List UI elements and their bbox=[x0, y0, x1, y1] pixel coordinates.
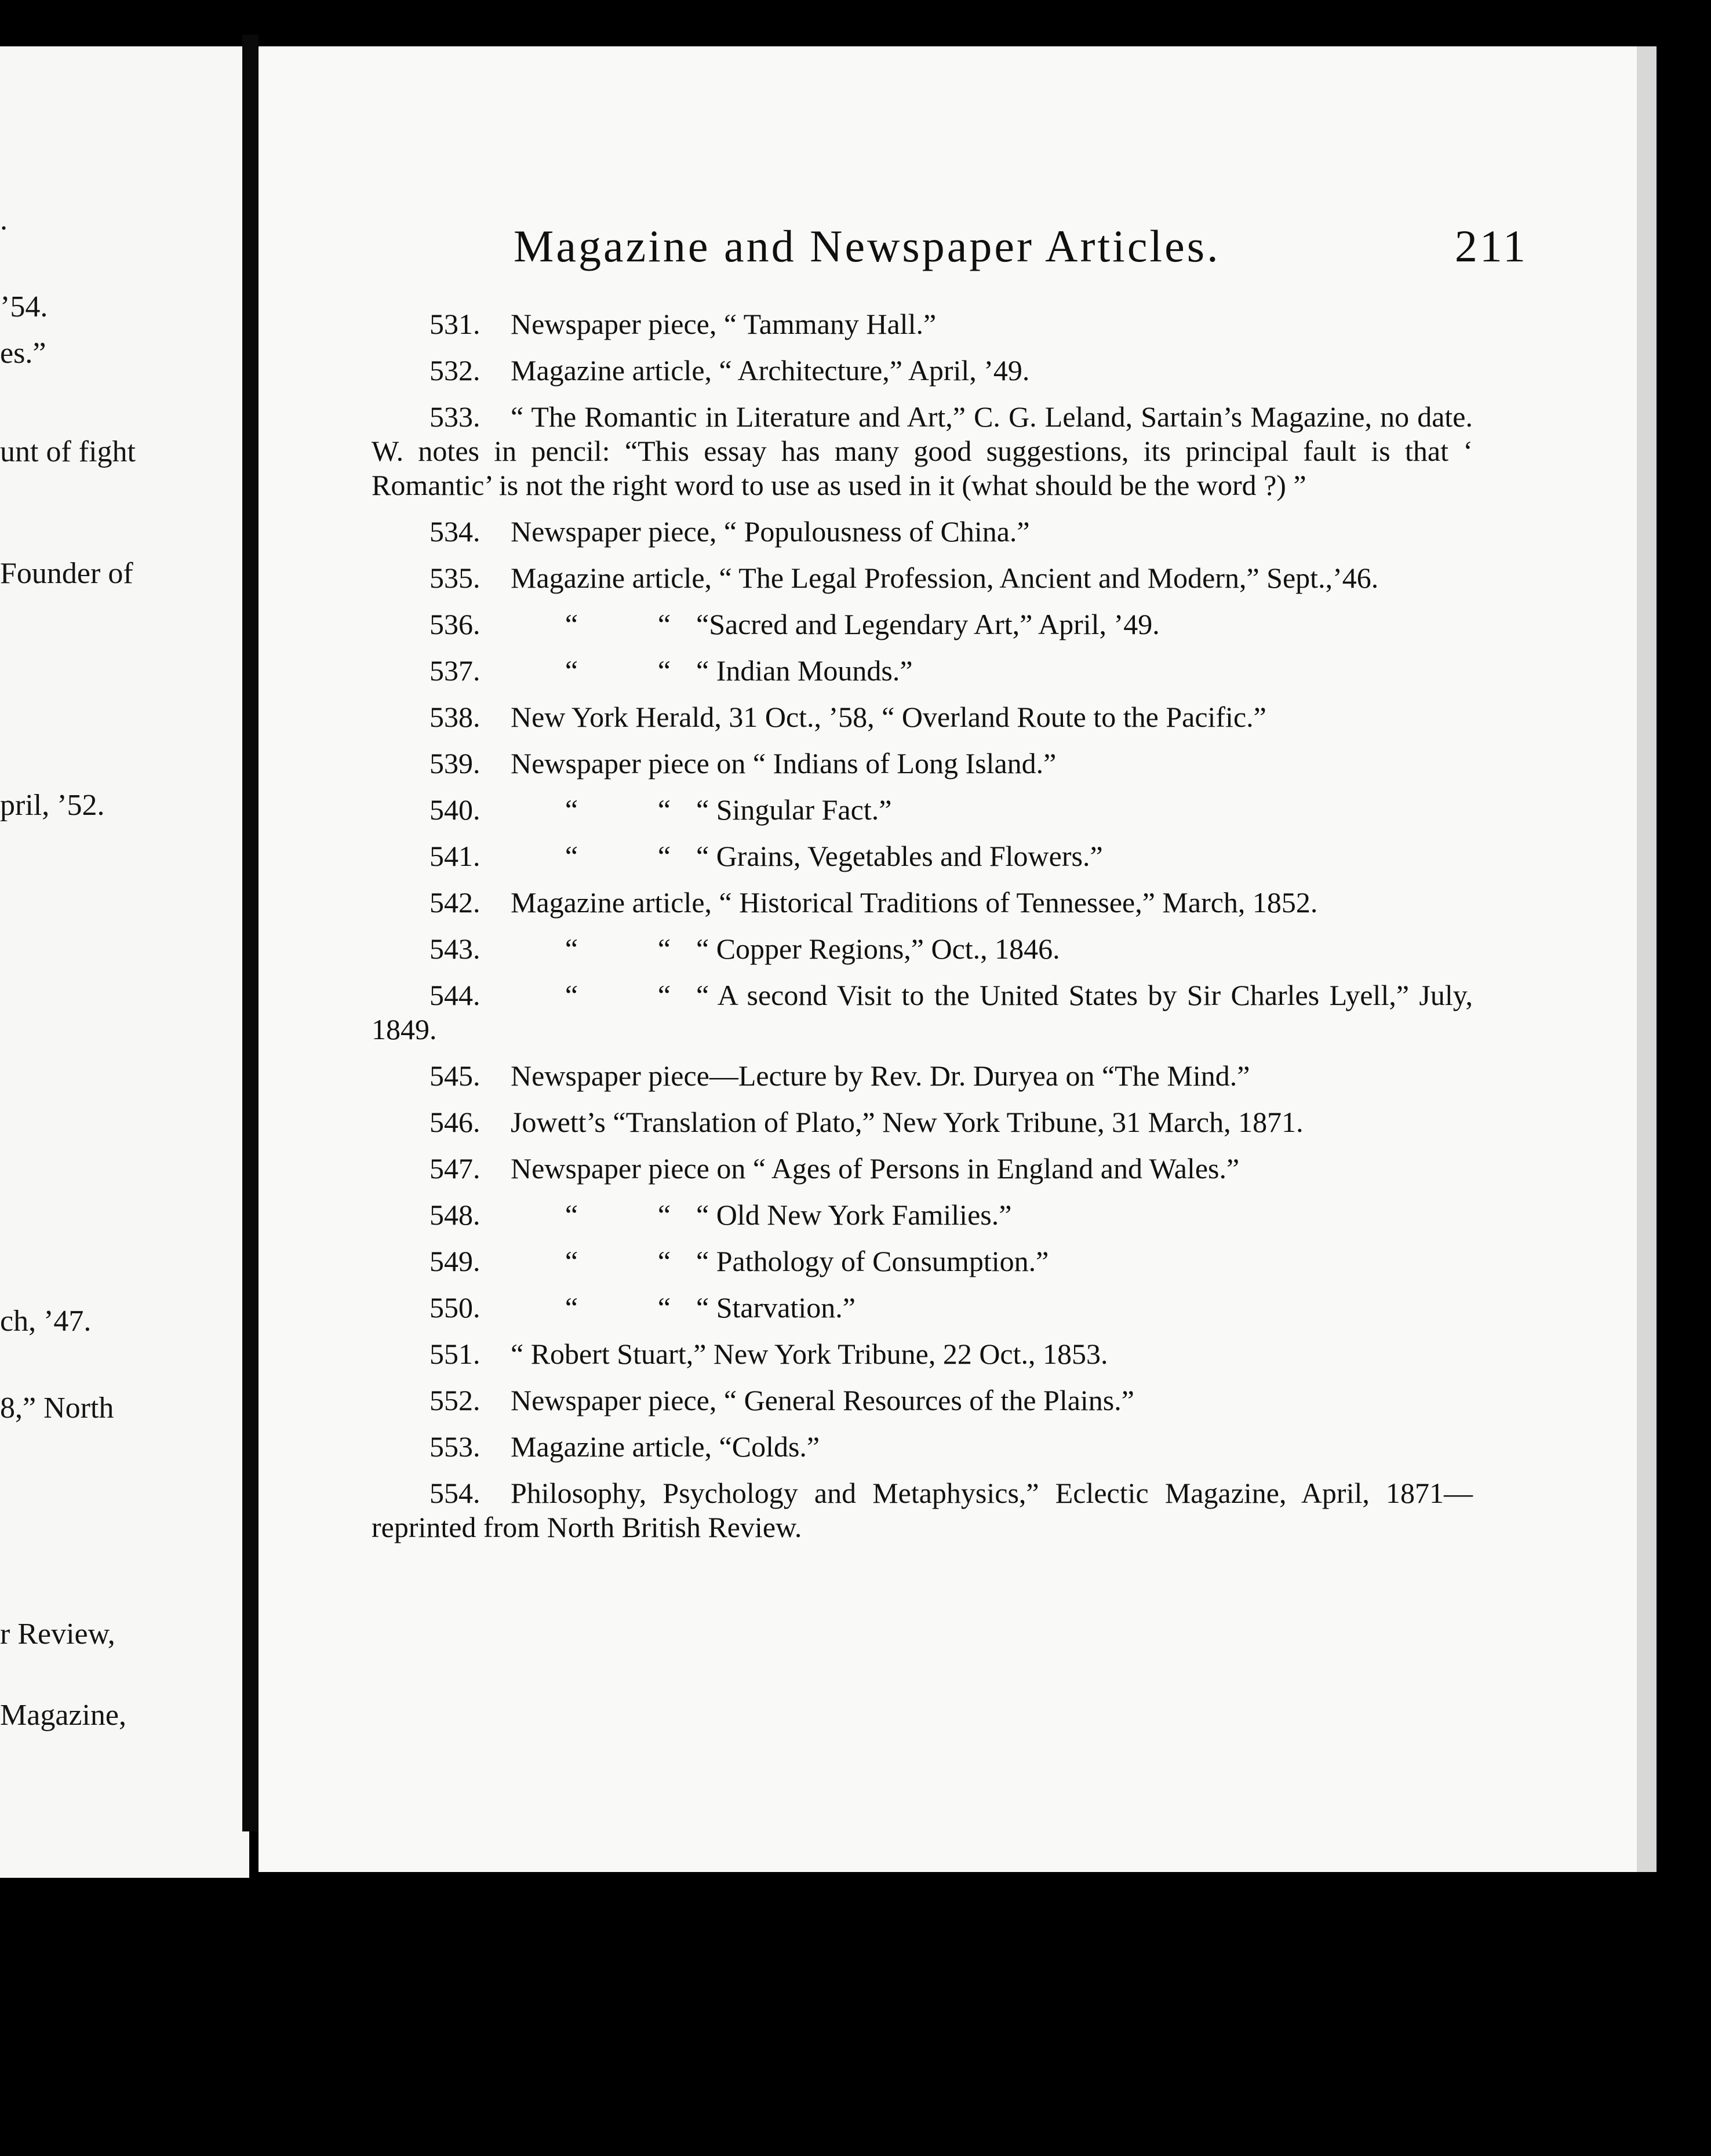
entry-text bbox=[372, 839, 1473, 873]
left-page-text: 8,” North bbox=[0, 1392, 114, 1425]
entry-text: “ The Romantic in Literature and Art,” C. G. Leland, Sartain’s Magazine, no date. W. notes in pencil: “This essay has many good suggestions, its principal fault is that ‘ Romantic’ is not the right word to use as used in it (what should be the word ?) ” bbox=[372, 400, 1473, 501]
list-item bbox=[372, 400, 1473, 502]
list-item bbox=[372, 1059, 1473, 1093]
entry-number: 540. bbox=[429, 793, 480, 826]
list-item bbox=[372, 700, 1473, 734]
entry-number: 543. bbox=[429, 933, 480, 965]
list-item bbox=[372, 746, 1473, 781]
entry-number: 538. bbox=[429, 701, 480, 733]
list-item bbox=[372, 1430, 1473, 1464]
entry-text: “ Robert Stuart,” New York Tribune, 22 Oct., 1853. bbox=[511, 1338, 1108, 1370]
entry-number: 535. bbox=[429, 562, 480, 594]
list-item bbox=[372, 654, 1473, 688]
entry-number: 549. bbox=[429, 1245, 480, 1277]
entry-text: Newspaper piece on “ Indians of Long Island.” bbox=[511, 747, 1057, 780]
entry-number: 534. bbox=[429, 515, 480, 548]
entry-title: “ Copper Regions,” Oct., 1846. bbox=[696, 933, 1060, 965]
entry-number: 547. bbox=[429, 1152, 480, 1185]
list-item bbox=[372, 932, 1473, 966]
list-item bbox=[372, 515, 1473, 549]
page-header bbox=[514, 220, 1528, 272]
list-item bbox=[372, 307, 1473, 341]
book-gutter bbox=[242, 35, 259, 1831]
left-page-fragment bbox=[0, 46, 249, 1878]
list-item bbox=[372, 1105, 1473, 1139]
entry-text: Magazine article, “ Architecture,” April, ’49. bbox=[511, 354, 1030, 387]
entry-number: 552. bbox=[429, 1384, 480, 1416]
ditto-mark: “ bbox=[565, 793, 578, 826]
page-edge bbox=[1637, 46, 1657, 1872]
entry-text bbox=[372, 1291, 1473, 1325]
ditto-mark: “ bbox=[565, 840, 578, 872]
ditto-mark: “ bbox=[657, 1199, 671, 1231]
entry-number: 536. bbox=[429, 608, 480, 640]
left-page-text: ’54. bbox=[0, 290, 48, 323]
entry-number: 554. bbox=[429, 1477, 480, 1509]
left-page-text: unt of fight bbox=[0, 435, 136, 468]
list-item bbox=[372, 1291, 1473, 1325]
list-item bbox=[372, 1198, 1473, 1232]
list-item bbox=[372, 1476, 1473, 1545]
running-title: Magazine and Newspaper Articles. bbox=[514, 221, 1221, 271]
list-item bbox=[372, 978, 1473, 1047]
entry-text: Magazine article, “Colds.” bbox=[511, 1430, 820, 1463]
ditto-mark: “ bbox=[657, 1291, 671, 1324]
entry-number: 550. bbox=[429, 1291, 480, 1324]
entry-text bbox=[372, 793, 1473, 827]
left-page-text: es.” bbox=[0, 337, 46, 370]
entry-text: Newspaper piece—Lecture by Rev. Dr. Duryea on “The Mind.” bbox=[511, 1059, 1250, 1092]
entry-text: New York Herald, 31 Oct., ’58, “ Overland Route to the Pacific.” bbox=[511, 701, 1266, 733]
entry-text: Newspaper piece, “ Tammany Hall.” bbox=[511, 308, 937, 340]
ditto-mark: “ bbox=[565, 1199, 578, 1231]
entry-text bbox=[372, 607, 1473, 642]
entry-text bbox=[372, 1198, 1473, 1232]
entry-text: Newspaper piece, “ Populousness of China.” bbox=[511, 515, 1030, 548]
ditto-mark: “ bbox=[565, 654, 578, 687]
entry-title: “ Indian Mounds.” bbox=[696, 654, 913, 687]
left-page-text: . bbox=[0, 203, 8, 236]
entry-number: 542. bbox=[429, 886, 480, 919]
left-page-text: r Review, bbox=[0, 1618, 115, 1651]
entry-title: “ A second Visit to the United States by Sir Charles Lyell,” July, 1849. bbox=[372, 979, 1473, 1046]
entry-number: 545. bbox=[429, 1059, 480, 1092]
entry-text: Newspaper piece, “ General Resources of the Plains.” bbox=[511, 1384, 1134, 1416]
list-item bbox=[372, 886, 1473, 920]
entry-text: Magazine article, “ Historical Traditions of Tennessee,” March, 1852. bbox=[511, 886, 1318, 919]
list-item bbox=[372, 561, 1473, 595]
left-page-text: Founder of bbox=[0, 557, 133, 590]
list-item bbox=[372, 839, 1473, 873]
left-page-text: pril, ’52. bbox=[0, 789, 105, 822]
list-item bbox=[372, 1383, 1473, 1418]
list-item bbox=[372, 793, 1473, 827]
ditto-mark: “ bbox=[657, 840, 671, 872]
ditto-mark: “ bbox=[565, 1291, 578, 1324]
entry-number: 537. bbox=[429, 654, 480, 687]
ditto-mark: “ bbox=[657, 933, 671, 965]
entry-number: 544. bbox=[429, 979, 480, 1011]
entry-number: 531. bbox=[429, 308, 480, 340]
entry-number: 539. bbox=[429, 747, 480, 780]
entry-title: “ Starvation.” bbox=[696, 1291, 855, 1324]
left-page-text: Magazine, bbox=[0, 1699, 127, 1732]
ditto-mark: “ bbox=[657, 608, 671, 640]
entry-title: “ Grains, Vegetables and Flowers.” bbox=[696, 840, 1103, 872]
entry-number: 546. bbox=[429, 1106, 480, 1138]
entry-title: “ Singular Fact.” bbox=[696, 793, 892, 826]
entry-title: “Sacred and Legendary Art,” April, ’49. bbox=[696, 608, 1160, 640]
list-item bbox=[372, 354, 1473, 388]
entry-number: 548. bbox=[429, 1199, 480, 1231]
right-page bbox=[259, 46, 1657, 1872]
entry-text: Jowett’s “Translation of Plato,” New York Tribune, 31 March, 1871. bbox=[511, 1106, 1304, 1138]
entry-text bbox=[372, 1244, 1473, 1279]
entry-text: Philosophy, Psychology and Metaphysics,” Eclectic Magazine, April, 1871—reprinted from North British Review. bbox=[372, 1477, 1473, 1543]
page-number: 211 bbox=[1454, 221, 1528, 271]
ditto-mark: “ bbox=[657, 979, 671, 1011]
list-item bbox=[372, 1337, 1473, 1371]
entry-number: 532. bbox=[429, 354, 480, 387]
ditto-mark: “ bbox=[657, 1245, 671, 1277]
ditto-mark: “ bbox=[565, 1245, 578, 1277]
ditto-mark: “ bbox=[657, 793, 671, 826]
ditto-mark: “ bbox=[565, 979, 578, 1011]
entry-number: 553. bbox=[429, 1430, 480, 1463]
list-item bbox=[372, 607, 1473, 642]
list-item bbox=[372, 1244, 1473, 1279]
entry-number: 541. bbox=[429, 840, 480, 872]
entry-title: “ Old New York Families.” bbox=[696, 1199, 1012, 1231]
entry-text bbox=[372, 654, 1473, 688]
entry-title: “ Pathology of Consumption.” bbox=[696, 1245, 1049, 1277]
article-list bbox=[372, 307, 1473, 1557]
list-item bbox=[372, 1152, 1473, 1186]
entry-text bbox=[372, 978, 1473, 1047]
ditto-mark: “ bbox=[657, 654, 671, 687]
ditto-mark: “ bbox=[565, 933, 578, 965]
ditto-mark: “ bbox=[565, 608, 578, 640]
entry-text: Magazine article, “ The Legal Profession, Ancient and Modern,” Sept.,’46. bbox=[511, 562, 1379, 594]
entry-text bbox=[372, 932, 1473, 966]
entry-number: 551. bbox=[429, 1338, 480, 1370]
entry-number: 533. bbox=[429, 400, 480, 433]
entry-text: Newspaper piece on “ Ages of Persons in England and Wales.” bbox=[511, 1152, 1240, 1185]
left-page-text: ch, ’47. bbox=[0, 1305, 92, 1338]
